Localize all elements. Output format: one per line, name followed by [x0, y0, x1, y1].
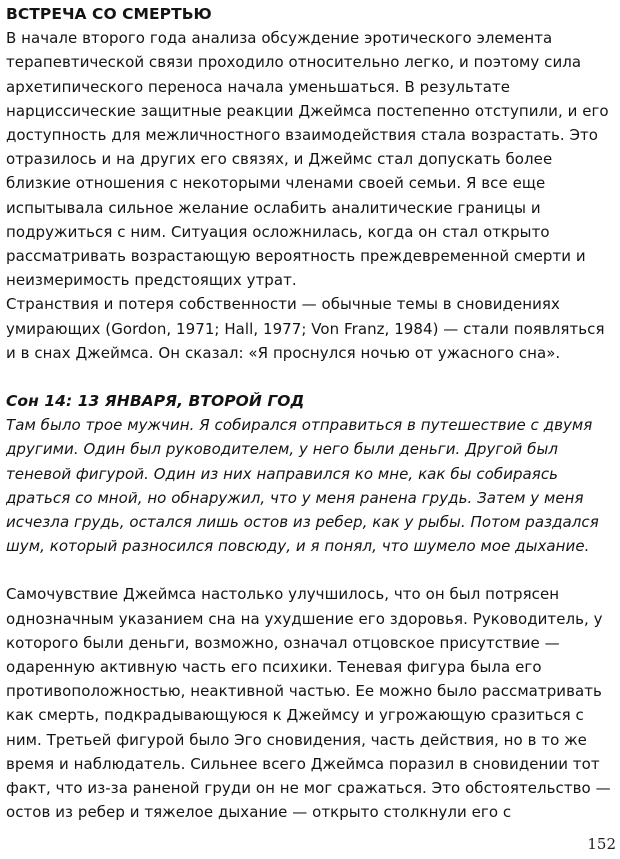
document-page	[6, 2, 618, 825]
paragraph-gap	[6, 558, 618, 582]
page-number: 152	[587, 835, 616, 853]
section-heading: ВСТРЕЧА СО СМЕРТЬЮ	[6, 5, 212, 23]
body-paragraph: В начале второго года анализа обсуждение эротического элемента терапевтической связи проходило относительно легко, и поэтому сила архетипического переноса начала уменьшаться. В результате нарциссические защитные реакции Джеймса постепенно отступили, и его доступность для межличностного взаимодействия стала возрастать. Это отразилось и на других его связях, и Джеймс стал допускать более близкие отношения с некоторыми членами своей семьи. Я все еще испытывала сильное желание ослабить аналитические границы и подружиться с ним. Ситуация осложнилась, когда он стал открыто рассматривать возрастающую вероятность преждевременной смерти и неизмеримость предстоящих утрат.	[6, 29, 609, 290]
paragraph-gap	[6, 365, 618, 389]
dream-title: Сон 14: 13 ЯНВАРЯ, ВТОРОЙ ГОД	[6, 392, 305, 411]
interpretation-paragraph: Самочувствие Джеймса настолько улучшилось, что он был потрясен однозначным указанием сна на ухудшение его здоровья. Руководитель, у которого были деньги, возможно, означал отцовское присутствие — одаренную активную часть его психики. Теневая фигура была его противоположностью, неактивной частью. Ее можно было рассматривать как смерть, подкрадывающуюся к Джеймсу и угрожающую сразиться с ним. Третьей фигурой было Эго сновидения, часть действия, но в то же время и наблюдатель. Сильнее всего Джеймса поразил в сновидении тот факт, что из-за раненой груди он не мог сражаться. Это обстоятельство — остов из ребер и тяжелое дыхание — открыто столкнули его с	[6, 585, 611, 822]
dream-text: Там было трое мужчин. Я собирался отправиться в путешествие с двумя другими. Один был руководителем, у него были деньги. Другой был теневой фигурой. Один из них направился ко мне, как бы собираясь драться со мной, но обнаружил, что у меня ранена грудь. Затем у меня исчезла грудь, остался лишь остов из ребер, как у рыбы. Потом раздался шум, который разносился повсюду, и я понял, что шумело мое дыхание.	[6, 416, 599, 556]
body-paragraph: Странствия и потеря собственности — обычные темы в сновидениях умирающих (Gordon, 1971; Hall, 1977; Von Franz, 1984) — стали появляться и в снах Джеймса. Он сказал: «Я проснулся ночью от ужасного сна».	[6, 295, 605, 362]
